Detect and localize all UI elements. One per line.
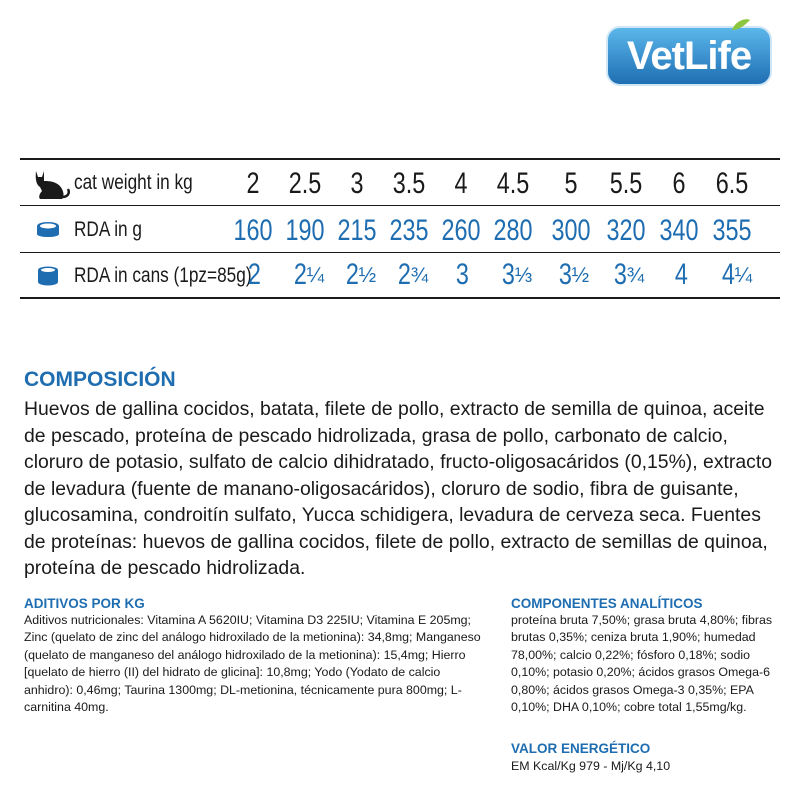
cans-whole: 2 bbox=[247, 258, 261, 291]
weight-value: 2 bbox=[246, 167, 260, 200]
cans-whole: 4 bbox=[674, 258, 688, 291]
bowl-icon bbox=[28, 214, 72, 248]
cans-fraction: ¾ bbox=[410, 264, 429, 287]
rda-g-value: 260 bbox=[441, 214, 481, 247]
rda-cans-value bbox=[706, 258, 766, 292]
rda-g-value: 355 bbox=[712, 214, 752, 247]
additives-text: Aditivos nutricionales: Vitamina A 5620IU; Vitamina D3 225IU; Vitamina E 205mg; Zinc (quelato de zinc del análogo hidroxilado de la metionina): 34,8mg; Manganeso (quelato de manganeso del análogo hidroxilado de la metionina): 15,4mg; Hierro [quelato de hierro (II) del hidrato de glicina]: 10,8mg; Yodo (Yodato de calcio anhidro): 0,46mg; Taurina 1300mg; DL-metionina, técnicamente pura 800mg; L-carnitina 40mg. bbox=[24, 613, 481, 715]
cans-whole: 2 bbox=[397, 258, 411, 291]
weight-value: 5.5 bbox=[609, 167, 643, 200]
rda-cans-value bbox=[330, 258, 390, 292]
rda-g-value: 160 bbox=[233, 214, 273, 247]
rda-g-value: 280 bbox=[493, 214, 533, 247]
additives-title: ADITIVOS POR KG bbox=[24, 596, 145, 611]
table-top-rule bbox=[20, 158, 780, 160]
rda-g-label: RDA in g bbox=[74, 218, 142, 241]
weight-value: 4 bbox=[454, 167, 468, 200]
leaf-icon bbox=[730, 18, 752, 32]
composition-title: COMPOSICIÓN bbox=[24, 368, 176, 391]
rda-cans-value bbox=[650, 258, 710, 292]
cans-fraction: ¼ bbox=[306, 264, 325, 287]
weight-value: 3.5 bbox=[392, 167, 426, 200]
cans-fraction: ½ bbox=[358, 264, 377, 287]
cans-fraction: ¾ bbox=[626, 264, 645, 287]
rda-cans-value bbox=[278, 258, 338, 292]
composition-text: Huevos de gallina cocidos, batata, filete de pollo, extracto de semilla de quinoa, aceite de pescado, proteína de pescado hidrolizada, grasa de pollo, carbonato de calcio, cloruro de potasio, sulfato de calcio dihidratado, fructo-oligosacáridos (0,15%), extracto de levadura (fuente de manano-oligosacáridos), cloruro de sodio, fibra de guisante, glucosamina, condroitín sulfato, Yucca schidigera, levadura de cerveza seca. Fuentes de proteínas: huevos de gallina cocidos, filete de pollo, extracto de semillas de quinoa, proteína de pescado hidrolizada. bbox=[24, 398, 773, 579]
vetlife-logo bbox=[606, 18, 774, 88]
weight-value: 5 bbox=[564, 167, 578, 200]
table-bottom-rule bbox=[20, 297, 780, 299]
weight-value: 4.5 bbox=[496, 167, 530, 200]
rda-cans-label: RDA in cans (1pz=85g) bbox=[74, 264, 252, 287]
logo-text: VetLife bbox=[626, 34, 752, 78]
cans-whole: 2 bbox=[345, 258, 359, 291]
rda-cans-value bbox=[486, 258, 546, 292]
weight-value: 2.5 bbox=[288, 167, 322, 200]
weight-value: 6.5 bbox=[715, 167, 749, 200]
energy-title: VALOR ENERGÉTICO bbox=[511, 741, 651, 756]
rda-cans-value bbox=[223, 258, 283, 292]
cans-whole: 3 bbox=[501, 258, 515, 291]
cans-whole: 3 bbox=[558, 258, 572, 291]
cans-whole: 3 bbox=[455, 258, 469, 291]
energy-text: EM Kcal/Kg 979 - Mj/Kg 4,10 bbox=[511, 759, 671, 773]
rda-g-value: 190 bbox=[285, 214, 325, 247]
table-row-rda-g bbox=[20, 210, 780, 250]
weight-value: 6 bbox=[672, 167, 686, 200]
rda-cans-value bbox=[431, 258, 491, 292]
table-row-rda-cans bbox=[20, 256, 780, 296]
rda-g-value: 215 bbox=[337, 214, 377, 247]
cans-whole: 2 bbox=[293, 258, 307, 291]
cans-fraction: ⅓ bbox=[514, 264, 533, 287]
analytical-text: proteína bruta 7,50%; grasa bruta 4,80%; fibras brutas 0,35%; ceniza bruta 1,90%; humedad 78,00%; calcio 0,22%; fósforo 0,18%; sodio 0,10%; potasio 0,20%; ácidos grasos Omega-6 0,80%; ácidos grasos Omega-3 0,35%; EPA 0,10%; DHA 0,10%; cobre total 1,55mg/kg. bbox=[511, 613, 773, 715]
table-row-divider bbox=[20, 205, 780, 206]
cat-icon bbox=[28, 167, 72, 201]
rda-g-value: 300 bbox=[551, 214, 591, 247]
rda-cans-value bbox=[543, 258, 603, 292]
cans-whole: 3 bbox=[613, 258, 627, 291]
table-row-divider bbox=[20, 252, 780, 253]
analytical-title: COMPONENTES ANALÍTICOS bbox=[511, 596, 703, 611]
cans-fraction: ½ bbox=[571, 264, 590, 287]
rda-g-value: 320 bbox=[606, 214, 646, 247]
weight-label: cat weight in kg bbox=[74, 171, 193, 194]
can-icon bbox=[28, 260, 72, 294]
cans-fraction: ¼ bbox=[734, 264, 753, 287]
weight-value: 3 bbox=[350, 167, 364, 200]
rda-g-value: 340 bbox=[659, 214, 699, 247]
rda-cans-value bbox=[598, 258, 658, 292]
cans-whole: 4 bbox=[721, 258, 735, 291]
rda-g-value: 235 bbox=[389, 214, 429, 247]
table-row-weight bbox=[20, 163, 780, 203]
